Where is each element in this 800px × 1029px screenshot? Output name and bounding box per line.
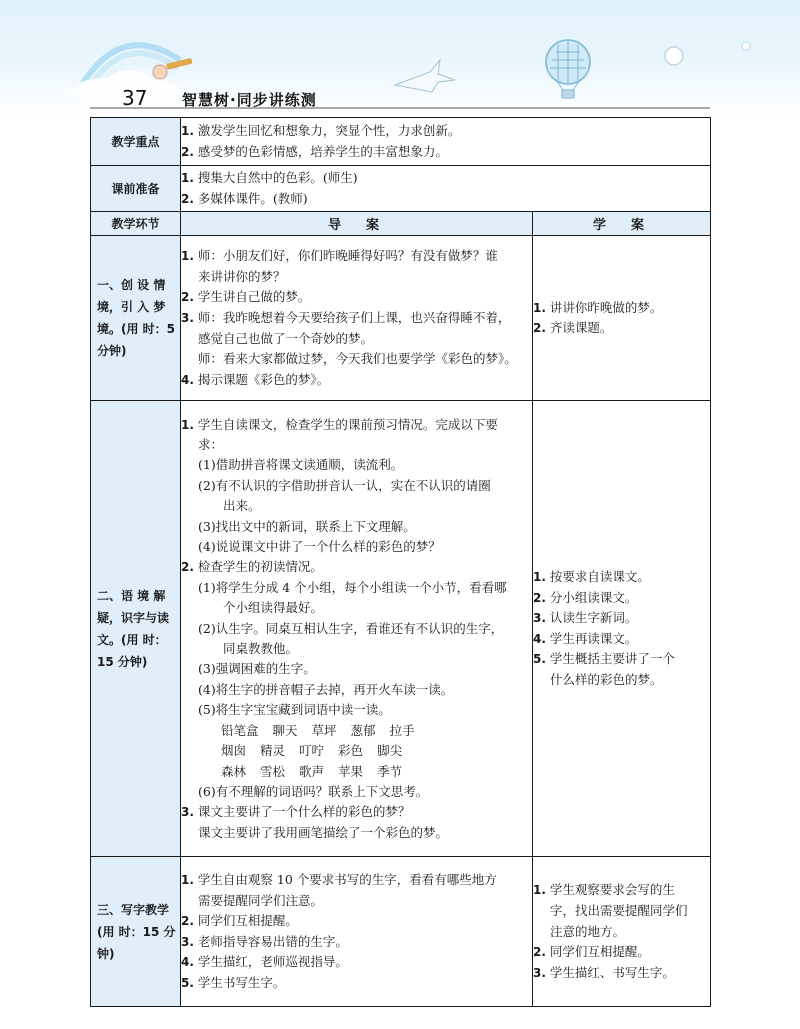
book-title: 智慧树·同步讲练测	[182, 91, 317, 109]
prep-item: 1. 搜集大自然中的色彩。(师生)	[181, 170, 358, 186]
header-illustration	[0, 0, 800, 116]
page-number: 37	[122, 86, 148, 110]
prep-label: 课前准备	[91, 166, 181, 212]
sun-icon	[665, 47, 683, 65]
column-header-study: 学 案	[533, 212, 711, 236]
word-row: 烟囱 精灵 叮咛 彩色 脚尖	[221, 743, 403, 759]
section-2-row	[91, 401, 711, 857]
section-1-stage: 一、创 设 情 境，引 入 梦 境。(用 时：5 分钟)	[91, 236, 181, 401]
focus-content	[181, 118, 711, 166]
section-2-guide: 1. 学生自读课文，检查学生的课前预习情况。完成以下要 求： (1)借助拼音将课文读通顺，读流利。 (2)有不认识的字借助拼音认一认，实在不认识的请圈 出来。 (3)找出文中的新词，联系上下文理解。 (4)说说课文中讲了一个什么样的彩色的梦？ 2. 检查学生的初读情况。 (1)将学生分成 4 个小组，每个小组读一个小节，看看哪 个小组读得最好。 (2)认生字。同桌互相认生字，看谁还有不认识的生字， 同桌教教他。 (3)强调困难的生字。 (4)将生字的拼音帽子去掉，再开火车读一读。 (5)将生字宝宝藏到词语中读一读。 铅笔盒 聊天 草坪 葱郁 拉手 烟囱 精灵 叮咛 彩色 脚尖 森林 雪松 歌声 苹果 季节 (6)有不理解的词语吗？联系上下文思考。 3. 课文主要讲了一个什么样的彩色的梦？ 课文主要讲了我用画笔描绘了一个彩色的梦。	[181, 401, 533, 857]
focus-row	[91, 118, 711, 166]
section-3-row	[91, 857, 711, 1007]
column-header-guide: 导 案	[181, 212, 533, 236]
column-header-row	[91, 212, 711, 236]
prep-content	[181, 166, 711, 212]
focus-item: 2. 感受梦的色彩情感，培养学生的丰富想象力。	[181, 143, 448, 159]
page-header	[0, 0, 800, 116]
hot-air-balloon-icon	[546, 40, 590, 98]
column-header-stage: 教学环节	[91, 212, 181, 236]
section-1-study: 1. 讲讲你昨晚做的梦。 2. 齐读课题。	[533, 236, 711, 401]
prep-item: 2. 多媒体课件。(教师)	[181, 190, 308, 206]
lesson-plan-table	[90, 117, 711, 1007]
bubble-icon	[742, 42, 750, 50]
section-1-row	[91, 236, 711, 401]
section-2-stage: 二、语 境 解 疑，识字与读 文。(用 时： 15 分钟)	[91, 401, 181, 857]
focus-item: 1. 激发学生回忆和想象力，突显个性，力求创新。	[181, 123, 461, 138]
word-row: 铅笔盒 聊天 草坪 葱郁 拉手	[221, 722, 415, 738]
word-row: 森林 雪松 歌声 苹果 季节	[221, 763, 403, 779]
airplane-icon	[395, 60, 455, 92]
prep-row	[91, 166, 711, 212]
section-2-study: 1. 按要求自读课文。 2. 分小组读课文。 3. 认读生字新词。 4. 学生再读课文。 5. 学生概括主要讲了一个 什么样的彩色的梦。	[533, 401, 711, 857]
section-3-study: 1. 学生观察要求会写的生 字，找出需要提醒同学们 注意的地方。 2. 同学们互相提醒。 3. 学生描红、书写生字。	[533, 857, 711, 1007]
section-3-stage: 三、写字教学 (用 时：15 分 钟)	[91, 857, 181, 1007]
section-1-guide: 1. 师：小朋友们好，你们昨晚睡得好吗？有没有做梦？谁 来讲讲你的梦？ 2. 学生讲自己做的梦。 3. 师：我昨晚想着今天要给孩子们上课，也兴奋得睡不着， 感觉自己也做了一个奇妙的梦。 师：看来大家都做过梦，今天我们也要学学《彩色的梦》。 4. 揭示课题《彩色的梦》。	[181, 236, 533, 401]
focus-label: 教学重点	[91, 118, 181, 166]
section-3-guide: 1. 学生自由观察 10 个要求书写的生字，看看有哪些地方 需要提醒同学们注意。 2. 同学们互相提醒。 3. 老师指导容易出错的生字。 4. 学生描红，老师巡视指导。 5. 学生书写生字。	[181, 857, 533, 1007]
